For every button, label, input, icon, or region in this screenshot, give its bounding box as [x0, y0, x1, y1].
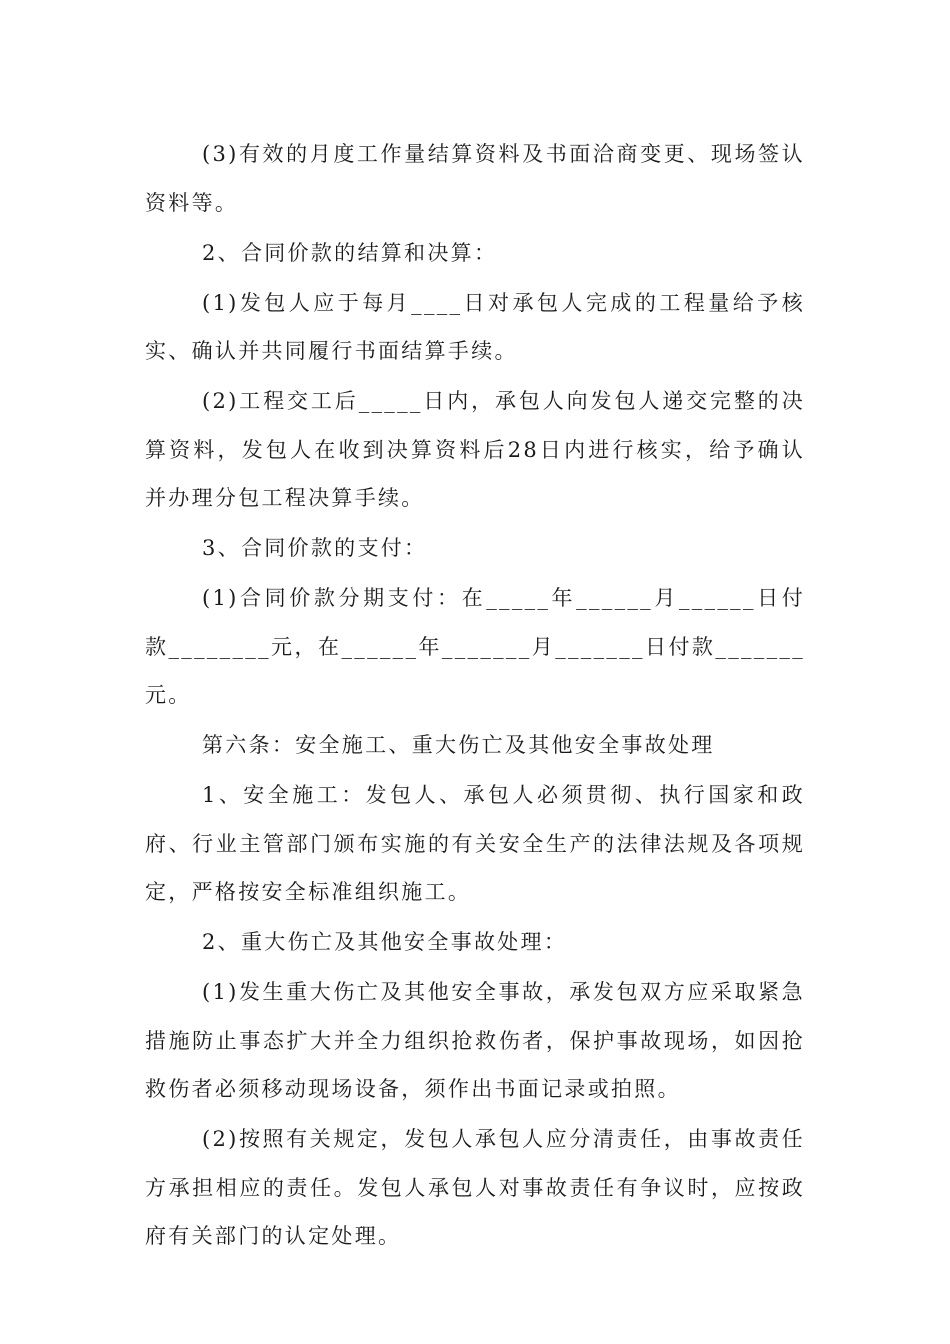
paragraph-heading-settlement: 2、合同价款的结算和决算： [202, 240, 498, 265]
paragraph-emergency-measures: (1)发生重大伤亡及其他安全事故，承发包双方应采取紧急措施防止事态扩大并全力组织抢救伤者，保护事故现场，如因抢救伤者必须移动现场设备，须作出书面记录或拍照。 [145, 980, 805, 1101]
paragraph-responsibility: (2)按照有关规定，发包人承包人应分清责任，由事故责任方承担相应的责任。发包人承包人对事故责任有争议时，应按政府有关部门的认定处理。 [145, 1127, 805, 1248]
paragraph-heading-accident-handling: 2、重大伤亡及其他安全事故处理： [202, 930, 568, 954]
paragraph-installment-payment: (1)合同价款分期支付：在_____年______月______日付款________元，在______年_______月_______日付款_______元。 [145, 586, 805, 707]
paragraph-heading-payment: 3、合同价款的支付： [202, 536, 428, 560]
paragraph-monthly-verification: (1)发包人应于每月____日对承包人完成的工程量给予核实、确认并共同履行书面结算手续。 [145, 290, 805, 363]
document-body [145, 130, 805, 1261]
paragraph-clause-3-materials: (3)有效的月度工作量结算资料及书面洽商变更、现场签认资料等。 [145, 142, 805, 215]
paragraph-article-six-title: 第六条：安全施工、重大伤亡及其他安全事故处理 [202, 733, 715, 757]
paragraph-safe-construction: 1、安全施工：发包人、承包人必须贯彻、执行国家和政府、行业主管部门颁布实施的有关安全生产的法律法规及各项规定，严格按安全标准组织施工。 [145, 783, 805, 904]
paragraph-final-accounts: (2)工程交工后_____日内，承包人向发包人递交完整的决算资料，发包人在收到决算资料后28日内进行核实，给予确认并办理分包工程决算手续。 [145, 389, 805, 510]
